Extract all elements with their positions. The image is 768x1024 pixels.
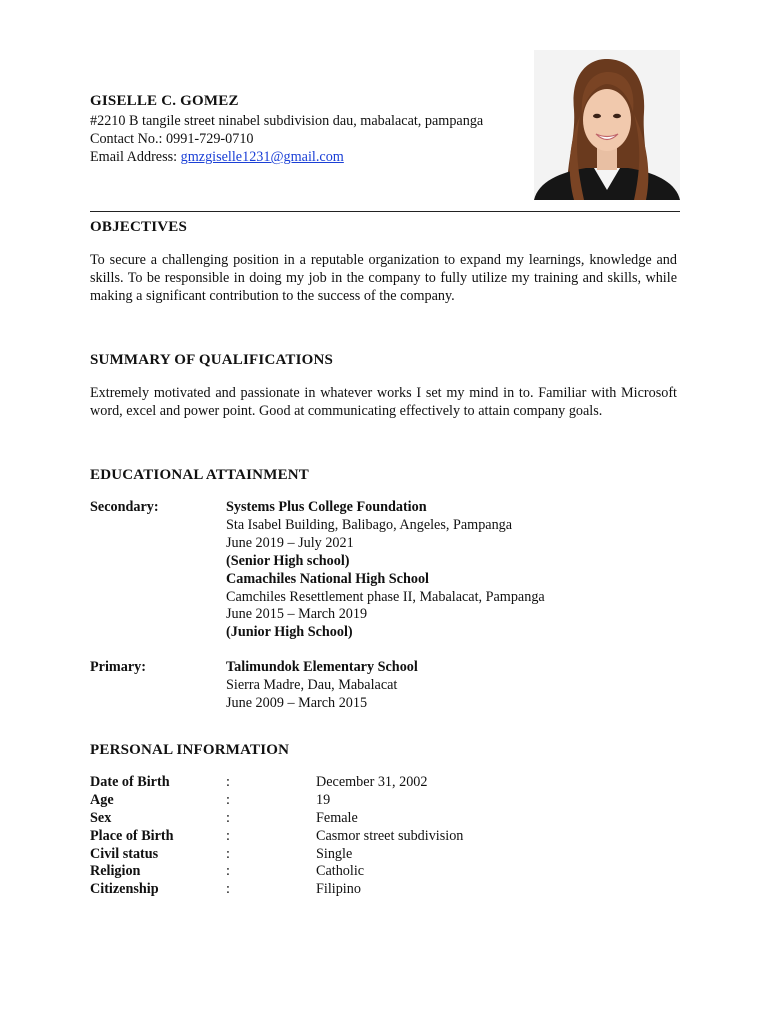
info-label: Age [90, 792, 114, 808]
objectives-heading: OBJECTIVES [90, 219, 188, 235]
school-name: Systems Plus College Foundation [226, 499, 427, 515]
info-colon: : [226, 774, 230, 790]
info-label: Sex [90, 810, 112, 826]
email-link[interactable]: gmzgiselle1231@gmail.com [180, 149, 344, 165]
info-colon: : [226, 792, 230, 808]
info-row-sex [90, 810, 650, 828]
email-label: Email Address: [90, 149, 181, 165]
profile-photo [534, 50, 680, 200]
info-label: Civil status [90, 846, 159, 862]
info-value: Female [316, 810, 358, 826]
info-row-place-of-birth [90, 828, 650, 846]
contact-line: Contact No.: 0991-729-0710 [90, 131, 254, 147]
summary-heading: SUMMARY OF QUALIFICATIONS [90, 352, 334, 368]
info-value: Single [316, 846, 353, 862]
info-label: Citizenship [90, 881, 159, 897]
info-label: Date of Birth [90, 774, 170, 790]
address-line: #2210 B tangile street ninabel subdivision dau, mabalacat, pampanga [90, 113, 484, 129]
school-level: (Senior High school) [226, 552, 350, 569]
email-line [90, 149, 344, 166]
primary-label: Primary: [90, 659, 146, 675]
info-label: Religion [90, 863, 141, 879]
info-row-civil-status [90, 846, 650, 864]
info-value: December 31, 2002 [316, 774, 428, 790]
info-value: Filipino [316, 881, 361, 897]
secondary-label: Secondary: [90, 499, 159, 515]
info-colon: : [226, 881, 230, 897]
info-value: 19 [316, 792, 331, 808]
school-name: Camachiles National High School [226, 570, 429, 587]
summary-text: Extremely motivated and passionate in whatever works I set my mind in to. Familiar with Microsoft word, excel and power point. Good at communicating effectively to attain company goals. [90, 385, 677, 419]
school-level: (Junior High School) [226, 624, 353, 641]
primary-entry [226, 659, 418, 713]
education-heading: EDUCATIONAL ATTAINMENT [90, 467, 310, 483]
header-divider [90, 211, 680, 212]
info-row-age [90, 792, 650, 810]
school-dates: June 2009 – March 2015 [226, 694, 368, 711]
info-colon: : [226, 863, 230, 879]
personal-info-heading: PERSONAL INFORMATION [90, 742, 290, 758]
info-row-citizenship [90, 881, 650, 899]
info-label: Place of Birth [90, 828, 174, 844]
secondary-entries [226, 499, 545, 642]
info-colon: : [226, 846, 230, 862]
school-address: Sierra Madre, Dau, Mabalacat [226, 676, 398, 693]
school-address: Sta Isabel Building, Balibago, Angeles, Pampanga [226, 516, 513, 533]
school-dates: June 2019 – July 2021 [226, 534, 354, 551]
school-address: Camchiles Resettlement phase II, Mabalacat, Pampanga [226, 588, 545, 605]
info-colon: : [226, 810, 230, 826]
portrait-image [534, 50, 680, 200]
objectives-text: To secure a challenging position in a reputable organization to expand my learnings, knowledge and skills. To be responsible in doing my job in the company to fully utilize my training and skills, while making a significant contribution to the success of the company. [90, 252, 677, 304]
info-colon: : [226, 828, 230, 844]
school-name: Talimundok Elementary School [226, 659, 418, 675]
school-dates: June 2015 – March 2019 [226, 606, 368, 623]
info-value: Catholic [316, 863, 365, 879]
info-row-religion [90, 863, 650, 881]
applicant-name: GISELLE C. GOMEZ [90, 93, 239, 109]
info-value: Casmor street subdivision [316, 828, 464, 844]
info-row-date-of-birth [90, 774, 650, 792]
